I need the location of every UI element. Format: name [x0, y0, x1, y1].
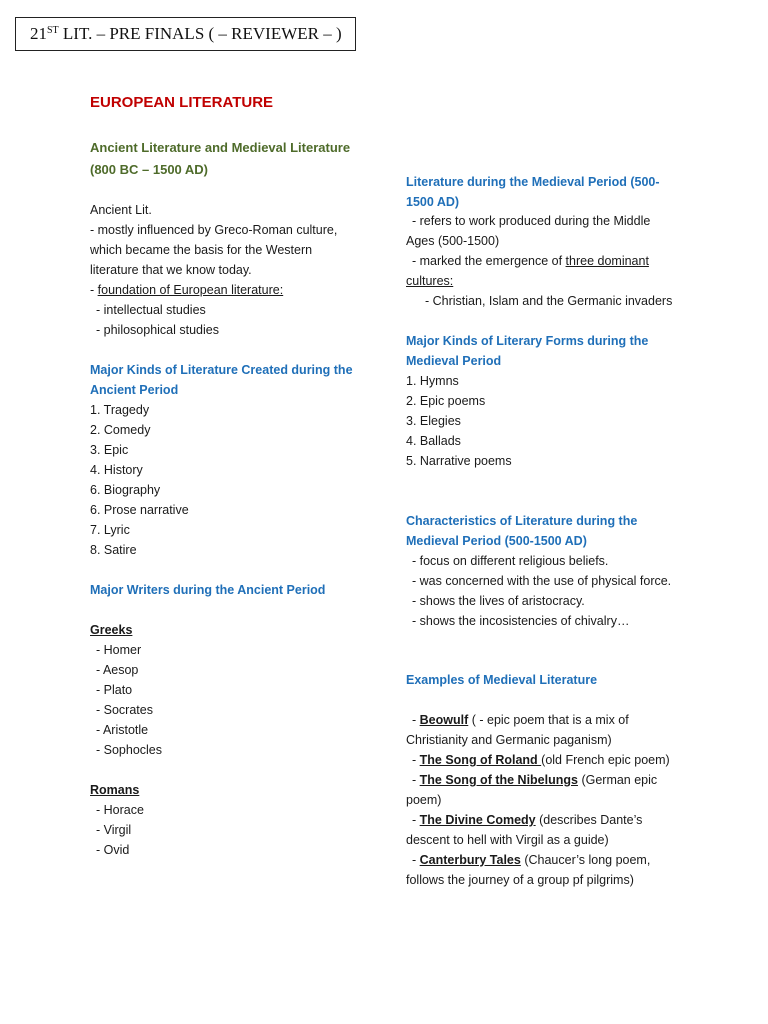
example-dash: - — [412, 753, 420, 767]
ancient-desc: which became the basis for the Western — [90, 243, 313, 257]
list-item: - Plato — [96, 683, 133, 697]
list-item: - Horace — [96, 803, 144, 817]
list-item: - Ovid — [96, 843, 130, 857]
example-title: Canterbury Tales — [419, 853, 521, 867]
kinds-heading-line: Major Kinds of Literature Created during the — [90, 363, 353, 377]
ancient-lit-block — [90, 200, 360, 340]
list-item: - Socrates — [96, 703, 153, 717]
foundation-dash: - — [90, 283, 98, 297]
era-subtitle-line: Ancient Literature and Medieval Literature — [90, 140, 351, 155]
example-title: The Song of the Nibelungs — [419, 773, 578, 787]
list-item: - focus on different religious beliefs. — [412, 554, 609, 568]
medieval-heading-line: Literature during the Medieval Period (500- — [406, 175, 660, 189]
list-item: - shows the incosistencies of chivalry… — [412, 614, 630, 628]
example-item — [406, 710, 688, 730]
title-superscript: ST — [47, 25, 59, 36]
example-item — [406, 810, 688, 830]
list-item: 5. Narrative poems — [406, 454, 512, 468]
example-dash: - — [412, 713, 420, 727]
kinds-heading — [90, 360, 360, 400]
title-text: LIT. – PRE FINALS ( – REVIEWER – ) — [58, 24, 342, 43]
characteristics-heading-line: Medieval Period (500-1500 AD) — [406, 534, 587, 548]
example-dash: - — [412, 813, 420, 827]
list-item: - Virgil — [96, 823, 132, 837]
list-item: 3. Elegies — [406, 414, 461, 428]
example-desc: (German epic — [577, 773, 658, 787]
list-item: - was concerned with the use of physical force. — [412, 574, 672, 588]
era-subtitle — [90, 137, 360, 181]
list-item: 8. Satire — [90, 543, 137, 557]
characteristics-list — [406, 551, 688, 631]
list-item: 4. History — [90, 463, 143, 477]
kinds-list — [90, 400, 360, 560]
forms-heading-line: Major Kinds of Literary Forms during the — [406, 334, 649, 348]
list-item: 3. Epic — [90, 443, 129, 457]
medieval-desc — [406, 211, 688, 311]
list-item: 6. Biography — [90, 483, 161, 497]
list-item: - Sophocles — [96, 743, 163, 757]
list-item: - Aristotle — [96, 723, 149, 737]
example-title: The Song of Roland — [419, 753, 542, 767]
foundation-line — [90, 280, 360, 300]
ancient-label: Ancient Lit. — [90, 203, 152, 217]
list-item: - Aesop — [96, 663, 139, 677]
cultures-label: cultures: — [406, 274, 454, 288]
example-item — [406, 770, 688, 790]
forms-list — [406, 371, 688, 471]
list-item: 1. Hymns — [406, 374, 459, 388]
example-dash: - — [412, 773, 420, 787]
kinds-heading-line: Ancient Period — [90, 383, 179, 397]
example-dash: - — [412, 853, 420, 867]
greeks-block — [90, 620, 360, 760]
medieval-desc-prefix: - marked the emergence of — [412, 254, 566, 268]
romans-block — [90, 780, 360, 860]
characteristics-heading-line: Characteristics of Literature during the — [406, 514, 638, 528]
example-desc: (Chaucer’s long poem, — [520, 853, 651, 867]
examples-list — [406, 710, 688, 890]
list-item: 7. Lyric — [90, 523, 130, 537]
example-desc: (describes Dante’s — [535, 813, 643, 827]
list-item: 2. Epic poems — [406, 394, 486, 408]
medieval-desc-line: Ages (500-1500) — [406, 234, 500, 248]
example-item — [406, 850, 688, 870]
example-desc-cont: Christianity and Germanic paganism) — [406, 733, 612, 747]
list-item: 6. Prose narrative — [90, 503, 189, 517]
example-item — [406, 750, 688, 770]
section-title: EUROPEAN LITERATURE — [90, 94, 274, 111]
medieval-heading — [406, 172, 688, 212]
writers-heading: Major Writers during the Ancient Period — [90, 583, 326, 597]
example-desc-cont: descent to hell with Virgil as a guide) — [406, 833, 609, 847]
example-title: Beowulf — [419, 713, 469, 727]
greeks-label: Greeks — [90, 623, 133, 637]
title-prefix: 21 — [30, 24, 47, 43]
ancient-desc: - mostly influenced by Greco-Roman culture, — [90, 223, 338, 237]
list-item: 2. Comedy — [90, 423, 151, 437]
medieval-heading-line: 1500 AD) — [406, 195, 460, 209]
list-item: 4. Ballads — [406, 434, 461, 448]
foundation-text: foundation of European literature: — [97, 283, 284, 297]
dominant-cultures-text: three dominant — [565, 254, 649, 268]
medieval-desc-line: - refers to work produced during the Middle — [412, 214, 651, 228]
example-desc-cont: poem) — [406, 793, 442, 807]
forms-heading — [406, 331, 688, 371]
foundation-item: - intellectual studies — [96, 303, 206, 317]
example-desc: ( - epic poem that is a mix of — [468, 713, 629, 727]
ancient-desc: literature that we know today. — [90, 263, 252, 277]
example-desc-cont: follows the journey of a group pf pilgrims) — [406, 873, 634, 887]
foundation-item: - philosophical studies — [96, 323, 219, 337]
example-title: The Divine Comedy — [419, 813, 536, 827]
example-desc: (old French epic poem) — [541, 753, 670, 767]
era-subtitle-line: (800 BC – 1500 AD) — [90, 162, 209, 177]
document-title-box — [15, 17, 356, 51]
cultures-list: - Christian, Islam and the Germanic invaders — [425, 294, 673, 308]
forms-heading-line: Medieval Period — [406, 354, 502, 368]
list-item: - shows the lives of aristocracy. — [412, 594, 585, 608]
list-item: 1. Tragedy — [90, 403, 150, 417]
examples-heading: Examples of Medieval Literature — [406, 673, 598, 687]
list-item: - Homer — [96, 643, 142, 657]
romans-label: Romans — [90, 783, 140, 797]
medieval-desc-line — [406, 251, 688, 271]
characteristics-heading — [406, 511, 688, 551]
